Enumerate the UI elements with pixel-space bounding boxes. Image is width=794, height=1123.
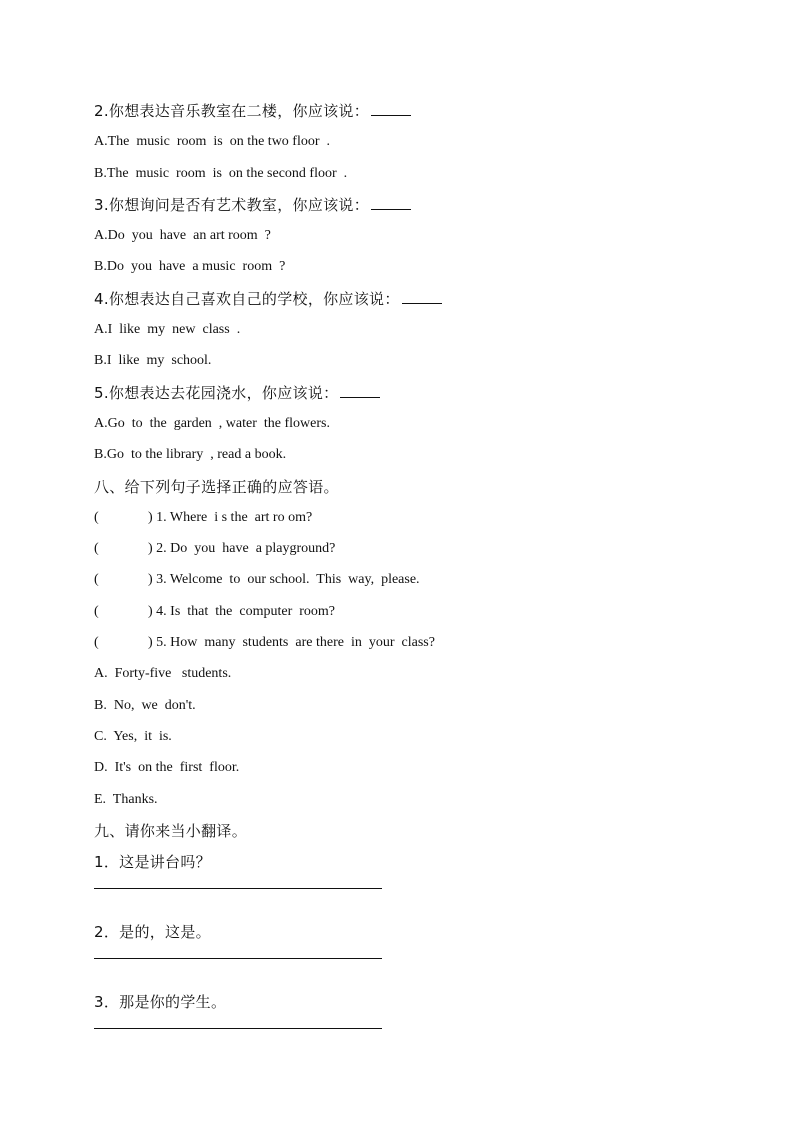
answer-line[interactable] — [94, 1028, 382, 1029]
section-8-heading: 八、给下列句子选择正确的应答语。 — [94, 477, 339, 496]
match-answer-d: D. It's on the first floor. — [94, 760, 240, 776]
answer-blank[interactable] — [340, 383, 380, 398]
translation-item-2: 2．是的，这是。 — [94, 923, 211, 942]
match-question-text: ) 2. Do you have a playground? — [148, 541, 336, 557]
answer-paren[interactable]: ( — [94, 509, 99, 525]
option-3a: A.Do you have an art room ? — [94, 228, 271, 244]
option-4b: B.I like my school. — [94, 353, 212, 369]
question-4 — [94, 288, 714, 319]
match-question-4 — [94, 601, 714, 632]
option-5a: A.Go to the garden , water the flowers. — [94, 415, 330, 431]
answer-paren[interactable]: ( — [94, 603, 99, 619]
match-answer-c: C. Yes, it is. — [94, 728, 172, 744]
question-3 — [94, 194, 714, 225]
question-2 — [94, 100, 714, 131]
question-5 — [94, 382, 714, 413]
match-question-1 — [94, 507, 714, 538]
translation-item-3: 3．那是你的学生。 — [94, 993, 227, 1012]
question-text: 5.你想表达去花园浇水，你应该说： — [94, 383, 339, 402]
match-question-text: ) 4. Is that the computer room? — [148, 603, 336, 619]
worksheet-page — [94, 100, 714, 1029]
option-4a: A.I like my new class . — [94, 322, 241, 338]
question-text: 2.你想表达音乐教室在二楼，你应该说： — [94, 102, 370, 120]
answer-blank[interactable] — [371, 101, 411, 116]
answer-paren[interactable]: ( — [94, 635, 99, 651]
option-2a: A.The music room is on the two floor . — [94, 134, 331, 150]
match-question-3 — [94, 569, 714, 600]
section-7 — [94, 100, 714, 476]
match-question-text: ) 1. Where i s the art ro om? — [148, 509, 313, 525]
section-9-heading: 九、请你来当小翻译。 — [94, 821, 248, 840]
section-8 — [94, 476, 714, 820]
option-2b: B.The music room is on the second floor . — [94, 165, 348, 181]
match-question-text: ) 3. Welcome to our school. This way, please. — [148, 572, 420, 588]
match-question-2 — [94, 538, 714, 569]
answer-paren[interactable]: ( — [94, 541, 99, 557]
match-question-5 — [94, 632, 714, 663]
match-question-text: ) 5. How many students are there in your class? — [148, 635, 435, 651]
match-answer-a: A. Forty-five students. — [94, 666, 232, 682]
section-9 — [94, 820, 714, 1029]
answer-paren[interactable]: ( — [94, 572, 99, 588]
answer-blank[interactable] — [371, 195, 411, 210]
option-5b: B.Go to the library , read a book. — [94, 447, 287, 463]
match-answer-e: E. Thanks. — [94, 791, 158, 807]
match-answer-b: B. No, we don't. — [94, 697, 196, 713]
translation-item-1: 1．这是讲台吗？ — [94, 853, 211, 872]
answer-blank[interactable] — [402, 289, 442, 304]
option-3b: B.Do you have a music room ? — [94, 259, 286, 275]
question-text: 3.你想询问是否有艺术教室，你应该说： — [94, 195, 370, 214]
question-text: 4.你想表达自己喜欢自己的学校，你应该说： — [94, 289, 400, 308]
